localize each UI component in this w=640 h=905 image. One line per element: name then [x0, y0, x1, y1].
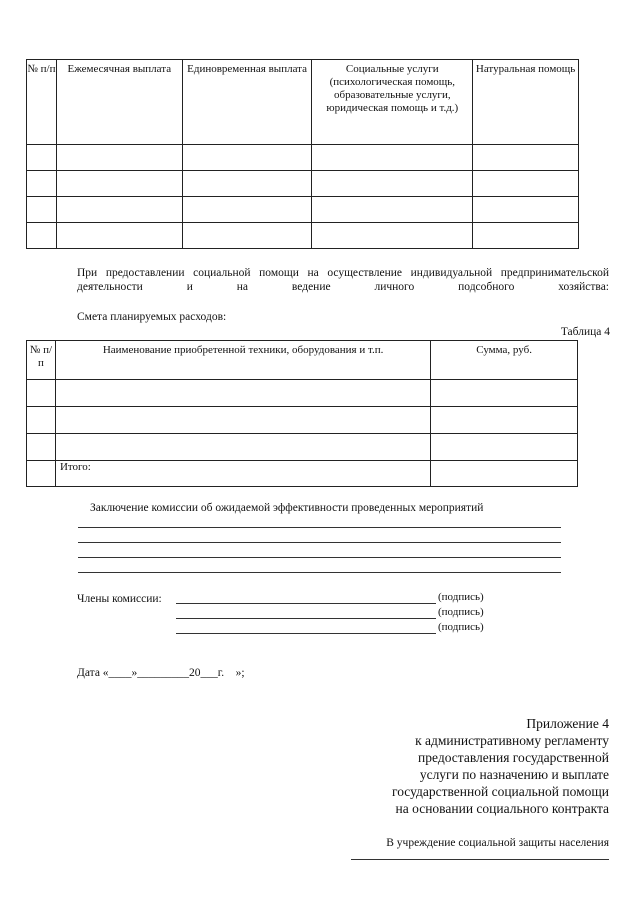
- table-cell[interactable]: [182, 197, 312, 223]
- table-cell[interactable]: [27, 223, 57, 249]
- conclusion-line[interactable]: [78, 527, 561, 528]
- table-cell[interactable]: [27, 407, 56, 434]
- conclusion-line[interactable]: [78, 542, 561, 543]
- commission-members-label: Члены комиссии:: [77, 593, 162, 605]
- table-cell[interactable]: [56, 223, 182, 249]
- table-cell[interactable]: [431, 380, 578, 407]
- table-cell: [27, 461, 56, 487]
- table-cell[interactable]: [312, 223, 473, 249]
- table-cell[interactable]: [55, 434, 430, 461]
- table-header-row: [27, 60, 579, 145]
- expense-estimate-table: [26, 340, 578, 487]
- column-header-number: № п/п: [27, 341, 56, 380]
- table-cell[interactable]: [55, 407, 430, 434]
- table-cell[interactable]: [431, 434, 578, 461]
- signature-caption: (подпись): [438, 621, 484, 633]
- column-header-equipment-name: Наименование приобретенной техники, оборудования и т.п.: [55, 341, 430, 380]
- table-cell[interactable]: [56, 197, 182, 223]
- table-cell[interactable]: [473, 145, 579, 171]
- column-header-amount: Сумма, руб.: [431, 341, 578, 380]
- appendix-line: к административному регламенту: [415, 733, 609, 748]
- estimate-label: Смета планируемых расходов:: [77, 311, 227, 323]
- table-cell[interactable]: [56, 171, 182, 197]
- appendix-line: государственной социальной помощи: [392, 784, 609, 799]
- table-cell[interactable]: [27, 380, 56, 407]
- total-row: [27, 461, 578, 487]
- assistance-types-table: [26, 59, 579, 249]
- table-cell[interactable]: [27, 145, 57, 171]
- signature-caption: (подпись): [438, 591, 484, 603]
- table-caption: Таблица 4: [560, 326, 610, 338]
- appendix-title: Приложение 4: [526, 716, 609, 731]
- table-header-row: [27, 341, 578, 380]
- table-cell[interactable]: [182, 223, 312, 249]
- table-cell[interactable]: [431, 407, 578, 434]
- table-row: [27, 407, 578, 434]
- column-header-monthly-payment: Ежемесячная выплата: [56, 60, 182, 145]
- table-cell[interactable]: [312, 145, 473, 171]
- table-cell[interactable]: [182, 171, 312, 197]
- table-cell[interactable]: [55, 380, 430, 407]
- table-cell[interactable]: [56, 145, 182, 171]
- column-header-social-services: Социальные услуги (психологическая помощь, образовательные услуги, юридическая помощь и т.д.): [312, 60, 473, 145]
- total-amount-cell[interactable]: [431, 461, 578, 487]
- table-cell[interactable]: [182, 145, 312, 171]
- table-cell[interactable]: [473, 171, 579, 197]
- conclusion-line[interactable]: [78, 572, 561, 573]
- table-cell[interactable]: [473, 223, 579, 249]
- signature-line[interactable]: [176, 603, 436, 604]
- table-row: [27, 380, 578, 407]
- appendix-line: услуги по назначению и выплате: [419, 767, 609, 782]
- signature-caption: (подпись): [438, 606, 484, 618]
- recipient-line[interactable]: [351, 859, 609, 860]
- conclusion-line[interactable]: [78, 557, 561, 558]
- appendix-line: предоставления государственной: [418, 750, 609, 765]
- total-label: Итого:: [55, 461, 430, 487]
- table-row: [27, 434, 578, 461]
- column-header-lump-sum-payment: Единовременная выплата: [182, 60, 312, 145]
- signature-line[interactable]: [176, 633, 436, 634]
- table-cell[interactable]: [27, 197, 57, 223]
- column-header-in-kind-aid: Натуральная помощь: [473, 60, 579, 145]
- date-line: Дата «____»_________20___г. »;: [77, 667, 245, 679]
- table-row: [27, 197, 579, 223]
- business-assistance-paragraph: При предоставлении социальной помощи на осуществление индивидуальной предпринимательской деятельности и на ведение личного подсобного хозяйства:: [77, 267, 609, 293]
- appendix-line: на основании социального контракта: [395, 801, 609, 816]
- column-header-number: № п/п: [27, 60, 57, 145]
- table-cell[interactable]: [27, 171, 57, 197]
- table-row: [27, 145, 579, 171]
- appendix-heading: [392, 715, 609, 817]
- signature-line[interactable]: [176, 618, 436, 619]
- table-row: [27, 171, 579, 197]
- table-cell[interactable]: [27, 434, 56, 461]
- table-cell[interactable]: [312, 197, 473, 223]
- table-row: [27, 223, 579, 249]
- conclusion-label: Заключение комиссии об ожидаемой эффективности проведенных мероприятий: [90, 502, 484, 514]
- recipient-label: В учреждение социальной защиты населения: [386, 837, 609, 849]
- table-cell[interactable]: [473, 197, 579, 223]
- table-cell[interactable]: [312, 171, 473, 197]
